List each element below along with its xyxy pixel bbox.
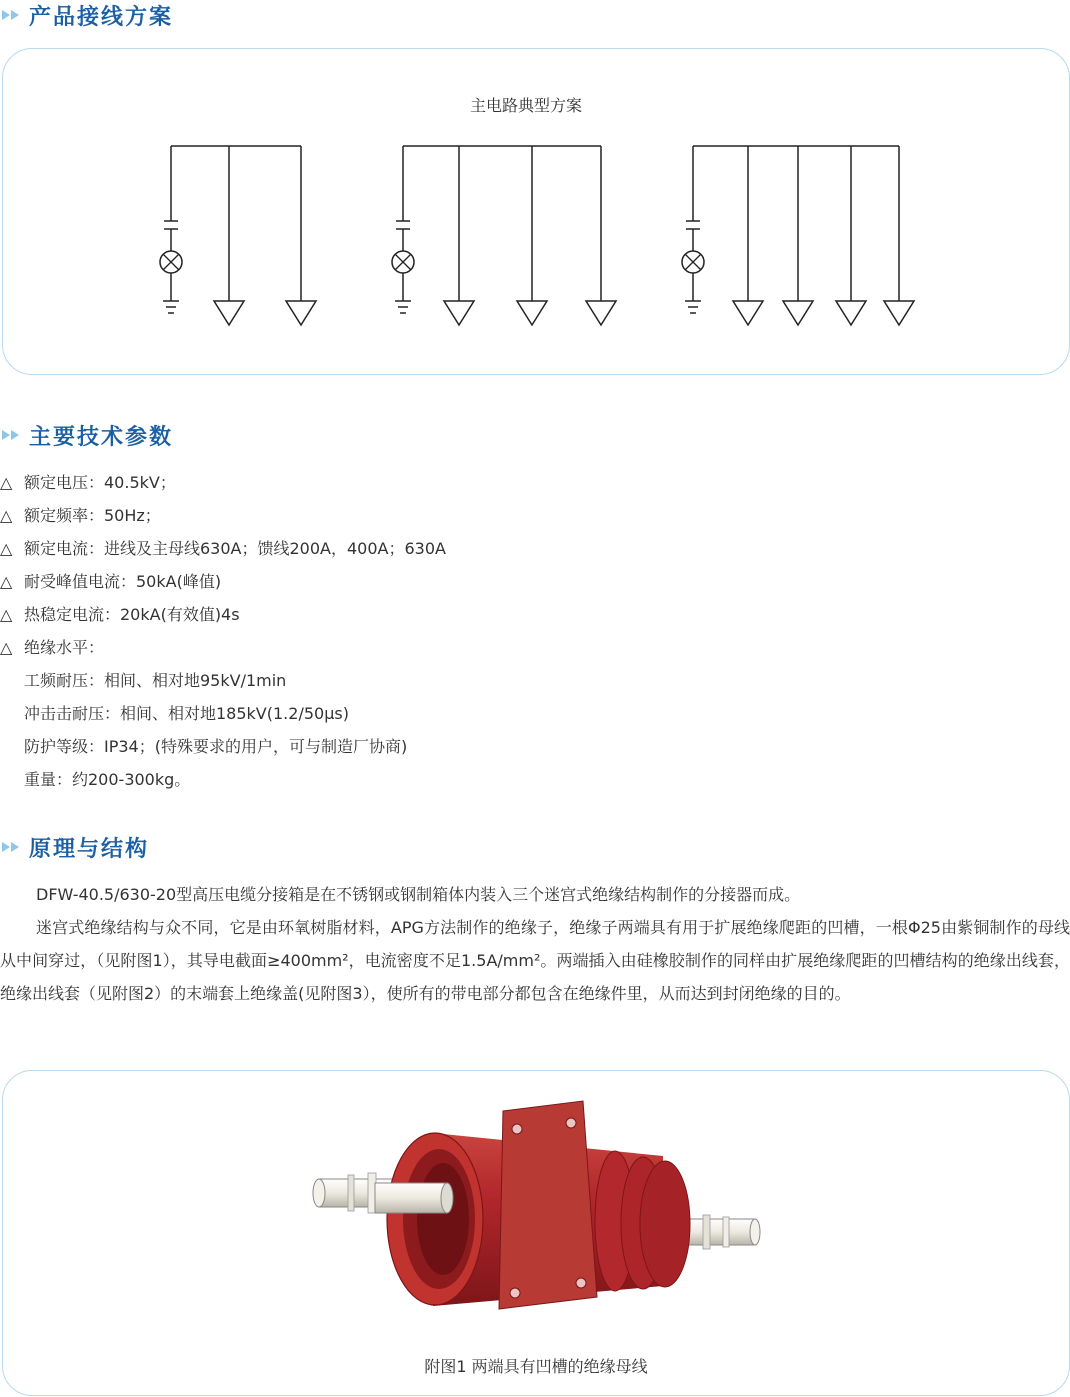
param-item: △ 额定电压：40.5kV； (0, 466, 446, 499)
param-item: △ 额定电流：进线及主母线630A；馈线200A，400A；630A (0, 532, 446, 565)
diagram-title: 主电路典型方案 (469, 96, 582, 115)
section-header-params (0, 420, 173, 450)
cable-termination-icon (836, 301, 866, 325)
double-arrow-icon (2, 10, 19, 20)
wiring-diagram-panel (2, 48, 1070, 375)
triangle-icon: △ (0, 473, 13, 492)
cable-termination-icon (517, 301, 547, 325)
principle-paragraph-1: DFW-40.5/630-20型高压电缆分接箱是在不锈钢或钢制箱体内装入三个迷宫式绝缘结构制作的分接器而成。 (36, 885, 801, 904)
triangle-icon: △ (0, 605, 13, 624)
triangle-icon: △ (0, 572, 13, 591)
section-title-wiring: 产品接线方案 (29, 4, 174, 30)
triangle-icon: △ (0, 539, 13, 558)
param-item: △ 热稳定电流：20kA(有效值)4s (0, 598, 446, 631)
triangle-icon: △ (0, 638, 13, 657)
cable-termination-icon (444, 301, 474, 325)
double-arrow-icon (2, 430, 19, 440)
section-header-wiring (0, 0, 173, 30)
figure-panel (2, 1070, 1070, 1396)
param-sub-item: 防护等级：IP34；(特殊要求的用户，可与制造厂协商) (24, 737, 408, 756)
param-sub-item: 工频耐压：相间、相对地95kV/1min (24, 671, 287, 690)
cable-termination-icon (884, 301, 914, 325)
section-header-principle (0, 832, 149, 862)
cable-termination-icon (286, 301, 316, 325)
param-sub-item: 冲击击耐压：相间、相对地185kV(1.2/50μs) (24, 704, 349, 723)
param-item: △ 绝缘水平： (0, 631, 446, 664)
param-sub-item: 重量：约200-300kg。 (24, 770, 191, 789)
cable-termination-icon (214, 301, 244, 325)
section-title-principle: 原理与结构 (29, 836, 150, 862)
param-item: △ 额定频率：50Hz； (0, 499, 446, 532)
principle-paragraph-2: 迷宫式绝缘结构与众不同，它是由环氧树脂材料，APG方法制作的绝缘子，绝缘子两端具有用于扩展绝缘爬距的凹槽，一根Φ25由紫铜制作的母线从中间穿过，（见附图1），其导电截面≥400mm²，电流密度不足1.5A/mm²。两端插入由硅橡胶制作的同样由扩展绝缘爬距的凹槽结构的绝缘出线套，绝缘出线套（见附图2）的末端套上绝缘盖(见附图3），使所有的带电部分都包含在绝缘件里，从而达到封闭绝缘的目的。 (0, 918, 1070, 1003)
triangle-icon: △ (0, 506, 13, 525)
cable-termination-icon (586, 301, 616, 325)
double-arrow-icon (2, 842, 19, 852)
param-item: △ 耐受峰值电流：50kA(峰值) (0, 565, 446, 598)
section-title-params: 主要技术参数 (29, 424, 174, 450)
wiring-diagram (3, 49, 1069, 374)
cable-termination-icon (783, 301, 813, 325)
technical-params-list (0, 466, 446, 796)
insulator-body (375, 1101, 690, 1309)
principle-text (0, 878, 1070, 1010)
right-rod (683, 1215, 760, 1249)
insulated-busbar-image (3, 1071, 1069, 1395)
cable-termination-icon (733, 301, 763, 325)
figure-caption: 附图1 两端具有凹槽的绝缘母线 (424, 1357, 648, 1376)
